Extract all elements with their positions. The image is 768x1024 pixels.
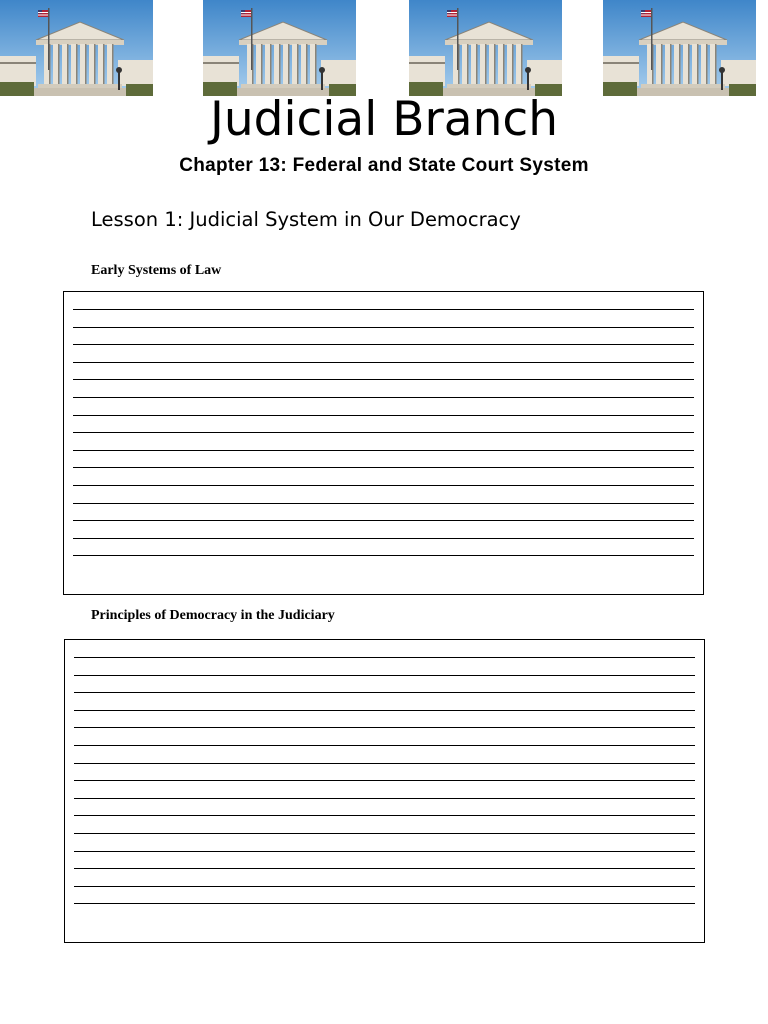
supreme-court-photo-2: [203, 0, 356, 96]
lesson-heading: Lesson 1: Judicial System in Our Democracy: [91, 208, 521, 231]
writing-line: [73, 520, 694, 521]
writing-line: [74, 815, 695, 816]
writing-line: [73, 327, 694, 328]
writing-line: [74, 710, 695, 711]
writing-line: [74, 798, 695, 799]
writing-line: [73, 309, 694, 310]
writing-line: [74, 903, 695, 904]
page-title: Judicial Branch: [209, 92, 559, 147]
writing-line: [74, 886, 695, 887]
writing-line: [74, 780, 695, 781]
writing-line: [73, 362, 694, 363]
writing-line: [73, 397, 694, 398]
chapter-subtitle: Chapter 13: Federal and State Court System: [179, 155, 589, 176]
writing-line: [74, 727, 695, 728]
writing-line: [74, 763, 695, 764]
writing-line: [73, 415, 694, 416]
writing-line: [74, 657, 695, 658]
answer-box-principles[interactable]: [64, 639, 705, 943]
supreme-court-photo-1: [0, 0, 153, 96]
writing-line: [74, 692, 695, 693]
writing-line: [73, 503, 694, 504]
writing-line: [73, 344, 694, 345]
banner: [0, 0, 768, 96]
section-label-early-systems: Early Systems of Law: [91, 263, 222, 278]
writing-line: [73, 467, 694, 468]
supreme-court-photo-4: [603, 0, 756, 96]
writing-line: [73, 379, 694, 380]
writing-line: [74, 868, 695, 869]
writing-line: [74, 675, 695, 676]
writing-line: [73, 485, 694, 486]
writing-line: [73, 432, 694, 433]
supreme-court-photo-3: [409, 0, 562, 96]
writing-line: [73, 538, 694, 539]
answer-box-early-systems[interactable]: [63, 291, 704, 595]
writing-line: [73, 555, 694, 556]
writing-line: [74, 833, 695, 834]
writing-line: [73, 450, 694, 451]
writing-line: [74, 745, 695, 746]
section-label-principles: Principles of Democracy in the Judiciary: [91, 608, 335, 623]
writing-line: [74, 851, 695, 852]
